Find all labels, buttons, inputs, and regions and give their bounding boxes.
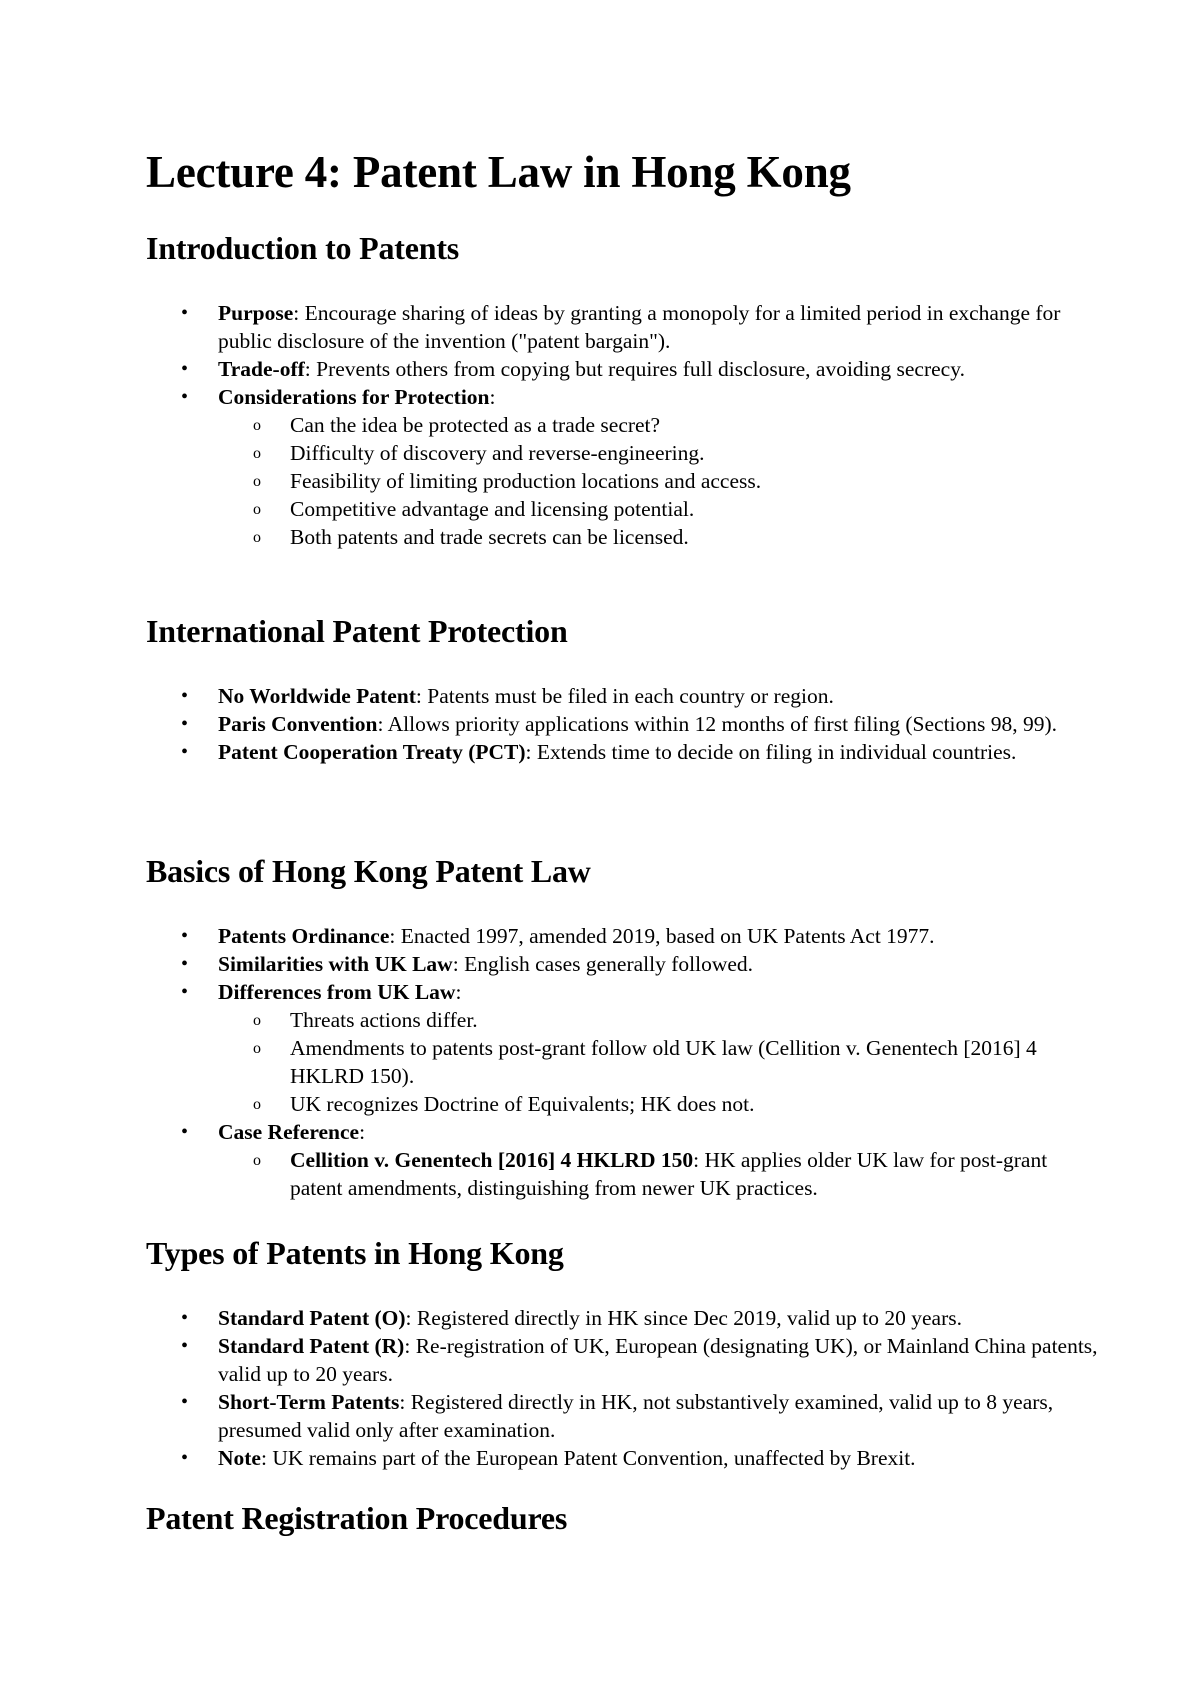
sub-bullet-item: o Both patents and trade secrets can be licensed. — [218, 523, 1100, 551]
item-text: : — [359, 1120, 366, 1144]
sub-bullet-list — [218, 1006, 1100, 1118]
sub-bullet-item: o Amendments to patents post-grant follow old UK law (Cellition v. Genentech [2016] 4 HKLRD 150). — [218, 1034, 1100, 1090]
section-heading: Patent Registration Procedures — [146, 1500, 568, 1536]
item-label: Similarities with UK Law — [218, 952, 453, 976]
case-summary: : HK applies older UK law for post-grant patent amendments, distinguishing from newer UK practices. — [290, 1148, 1048, 1200]
bullet-item — [146, 1118, 1100, 1202]
item-text: : Re-registration of UK, European (designating UK), or Mainland China patents, valid up to 20 years. — [218, 1334, 1098, 1386]
item-label: Considerations for Protection — [218, 385, 490, 409]
item-label: Standard Patent (R) — [218, 1334, 405, 1358]
item-label: Trade-off — [218, 357, 305, 381]
sub-bullet-item: o Can the idea be protected as a trade secret? — [218, 411, 1100, 439]
section-heading: Introduction to Patents — [146, 230, 460, 266]
sub-bullet-item: o Threats actions differ. — [218, 1006, 1100, 1034]
case-citation: Cellition v. Genentech [2016] 4 HKLRD 150 — [290, 1148, 694, 1172]
item-label: Standard Patent (O) — [218, 1306, 406, 1330]
item-label: Paris Convention — [218, 712, 378, 736]
bullet-list — [146, 682, 1100, 766]
bullet-item — [146, 383, 1100, 551]
sub-bullet-item: o UK recognizes Doctrine of Equivalents; HK does not. — [218, 1090, 1100, 1118]
item-text: : Encourage sharing of ideas by granting a monopoly for a limited period in exchange for public disclosure of the invention ("patent bargain"). — [218, 301, 1061, 353]
bullet-item — [146, 1444, 1100, 1472]
section-heading-block — [146, 854, 1100, 889]
document-title: Lecture 4: Patent Law in Hong Kong — [146, 147, 851, 197]
section-list-block — [146, 682, 1100, 766]
item-text: : English cases generally followed. — [452, 952, 754, 976]
item-text: : Registered directly in HK since Dec 2019, valid up to 20 years. — [405, 1306, 963, 1330]
item-text: : Patents must be filed in each country or region. — [415, 684, 834, 708]
section-heading: International Patent Protection — [146, 613, 568, 649]
bullet-item — [146, 950, 1100, 978]
bullet-item — [146, 299, 1100, 355]
section-heading: Types of Patents in Hong Kong — [146, 1235, 564, 1271]
sub-bullet-item: o Feasibility of limiting production locations and access. — [218, 467, 1100, 495]
section-heading-block — [146, 1501, 1100, 1536]
bullet-item — [146, 355, 1100, 383]
bullet-list — [146, 299, 1100, 551]
bullet-item — [146, 978, 1100, 1118]
sub-bullet-list — [218, 411, 1100, 551]
item-label: Note — [218, 1446, 261, 1470]
item-text: : Prevents others from copying but requires full disclosure, avoiding secrecy. — [304, 357, 965, 381]
item-text: : UK remains part of the European Patent Convention, unaffected by Brexit. — [260, 1446, 916, 1470]
item-text: : Enacted 1997, amended 2019, based on UK Patents Act 1977. — [389, 924, 935, 948]
sub-bullet-item — [218, 1146, 1100, 1202]
item-text: : Allows priority applications within 12 months of first filing (Sections 98, 99). — [377, 712, 1058, 736]
bullet-item — [146, 738, 1100, 766]
section-list-block — [146, 922, 1100, 1202]
sub-bullet-list — [218, 1146, 1100, 1202]
section-heading-block — [146, 614, 1100, 649]
section-heading: Basics of Hong Kong Patent Law — [146, 853, 591, 889]
item-text: : Registered directly in HK, not substantively examined, valid up to 8 years, presumed valid only after examination. — [218, 1390, 1054, 1442]
bullet-item — [146, 1304, 1100, 1332]
bullet-list — [146, 1304, 1100, 1472]
bullet-item — [146, 922, 1100, 950]
section-list-block — [146, 1304, 1100, 1472]
bullet-item — [146, 1388, 1100, 1444]
item-text: : Extends time to decide on filing in individual countries. — [525, 740, 1017, 764]
item-text: : — [455, 980, 462, 1004]
sub-bullet-item: o Competitive advantage and licensing potential. — [218, 495, 1100, 523]
item-label: Short-Term Patents — [218, 1390, 400, 1414]
item-text: : — [489, 385, 496, 409]
document-title-block — [146, 148, 1100, 198]
item-label: Patent Cooperation Treaty (PCT) — [218, 740, 526, 764]
section-heading-block — [146, 1236, 1100, 1271]
bullet-item — [146, 710, 1100, 738]
sub-bullet-item: o Difficulty of discovery and reverse-engineering. — [218, 439, 1100, 467]
bullet-list — [146, 922, 1100, 1202]
bullet-item — [146, 1332, 1100, 1388]
item-label: Purpose — [218, 301, 294, 325]
item-label: Differences from UK Law — [218, 980, 456, 1004]
item-label: No Worldwide Patent — [218, 684, 416, 708]
section-heading-block — [146, 231, 1100, 266]
section-list-block — [146, 299, 1100, 551]
item-label: Patents Ordinance — [218, 924, 390, 948]
item-label: Case Reference — [218, 1120, 360, 1144]
bullet-item — [146, 682, 1100, 710]
